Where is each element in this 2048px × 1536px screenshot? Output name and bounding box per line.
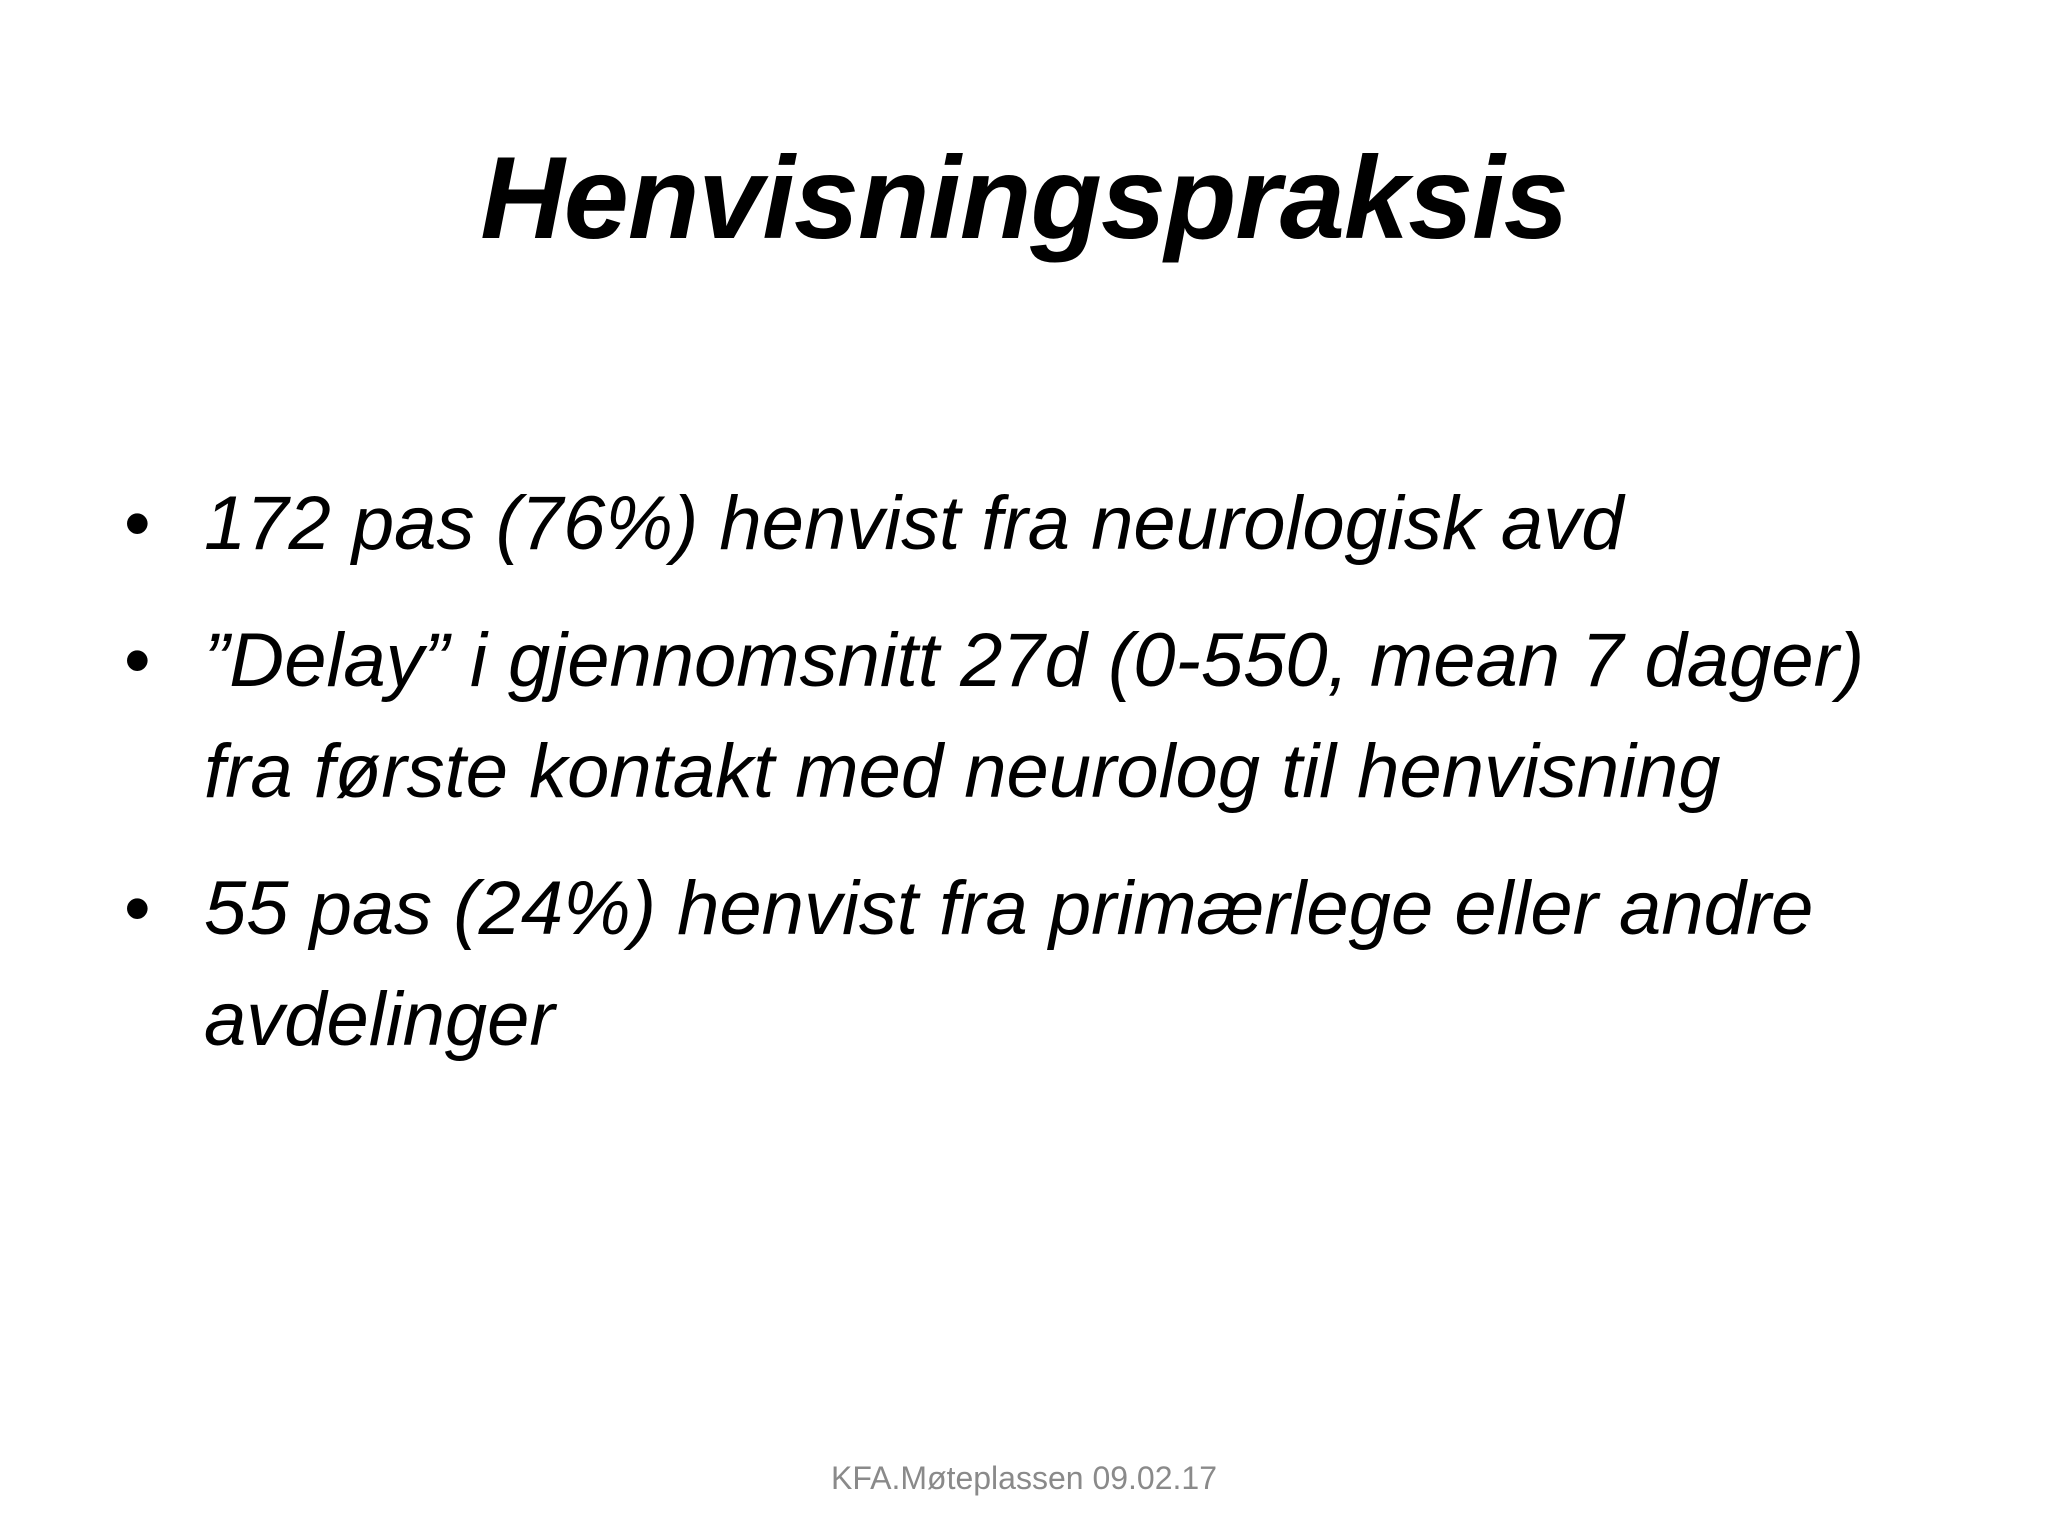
slide-title: Henvisningspraksis xyxy=(480,132,1568,263)
bullet-item xyxy=(120,853,1960,1075)
bullet-list xyxy=(120,468,1960,1101)
bullet-icon: • xyxy=(124,618,151,703)
bullet-text: 172 pas (76%) henvist fra neurologisk avd xyxy=(204,481,1624,566)
slide-footer: KFA.Møteplassen 09.02.17 xyxy=(831,1460,1217,1496)
bullet-text: 55 pas (24%) henvist fra primærlege eller andre avdelinger xyxy=(204,866,1814,1062)
bullet-icon: • xyxy=(124,481,151,566)
bullet-text: ”Delay” i gjennomsnitt 27d (0-550, mean 7 dager) fra første kontakt med neurolog til henvisning xyxy=(204,618,1865,814)
bullet-icon: • xyxy=(124,866,151,951)
bullet-item xyxy=(120,605,1960,827)
bullet-item xyxy=(120,468,1960,579)
